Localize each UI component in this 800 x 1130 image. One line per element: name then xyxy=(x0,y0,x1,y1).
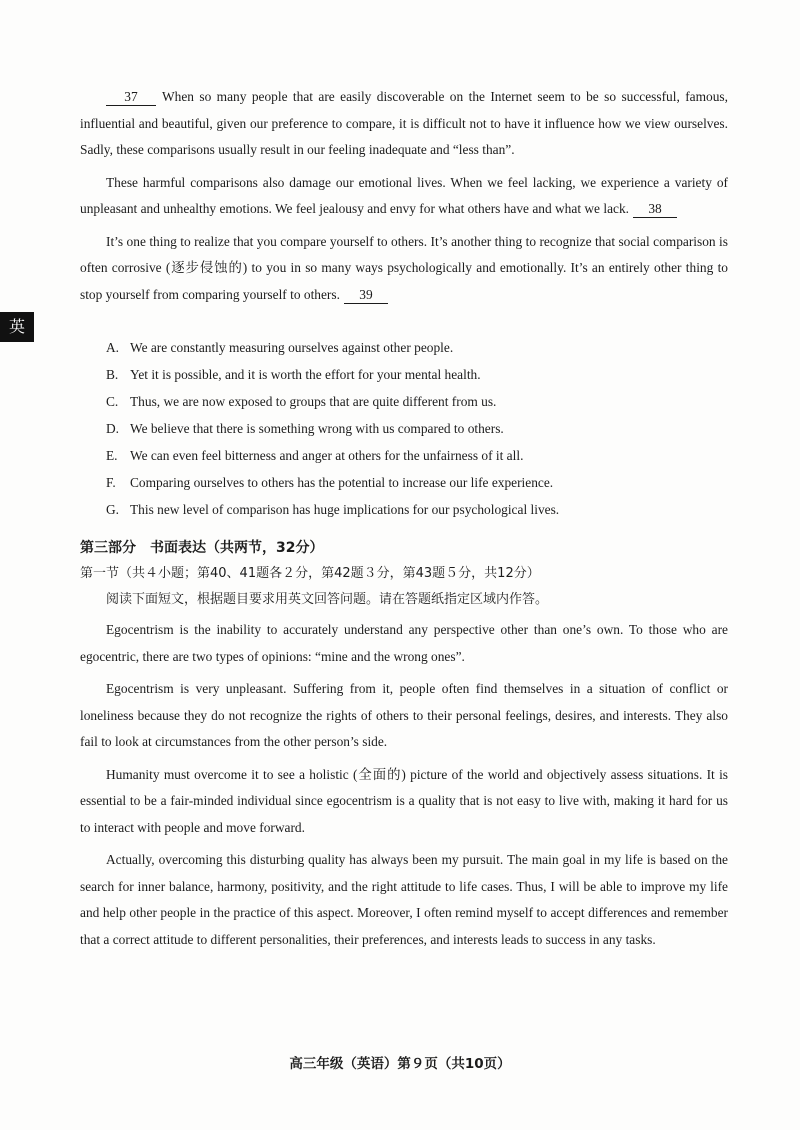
passage-paragraph-1 xyxy=(80,84,728,164)
option-text: We can even feel bitterness and anger at others for the unfairness of it all. xyxy=(130,448,524,463)
page-content xyxy=(80,0,728,959)
part3-title: 第三部分 书面表达（共两节，32分） xyxy=(80,540,324,556)
option-text: We are constantly measuring ourselves against other people. xyxy=(130,340,454,355)
section-instruction: 阅读下面短文，根据题目要求用英文回答问题。请在答题纸指定区域内作答。 xyxy=(106,592,549,607)
option-f xyxy=(80,469,728,496)
option-letter: F. xyxy=(106,475,116,490)
blank-39: 39 xyxy=(344,286,388,304)
option-letter: B. xyxy=(106,367,119,382)
option-a xyxy=(80,334,728,361)
option-letter: E. xyxy=(106,448,118,463)
option-b xyxy=(80,361,728,388)
option-g xyxy=(80,496,728,523)
option-text: Thus, we are now exposed to groups that are quite different from us. xyxy=(130,394,497,409)
essay-paragraph-1: Egocentrism is the inability to accurately understand any perspective other than one’s own. To those who are egocentric, there are two types of opinions: “mine and the wrong ones”. xyxy=(80,622,728,664)
options-list xyxy=(80,334,728,523)
option-letter: G. xyxy=(106,502,120,517)
option-letter: A. xyxy=(106,340,120,355)
blank-37: 37 xyxy=(106,88,156,106)
paragraph-text: When so many people that are easily discoverable on the Internet seem to be so successful, famous, influential and beautiful, given our preference to compare, it is difficult not to have it influence how we view ourselves. Sadly, these comparisons usually result in our feeling inadequate and “less than”. xyxy=(80,89,728,157)
option-text: This new level of comparison has huge implications for our psychological lives. xyxy=(130,502,560,517)
paragraph-text: It’s one thing to realize that you compare yourself to others. It’s another thing to recognize that social comparison is often corrosive (逐步侵蚀的) to you in so many ways psychologically and emotionally. It’s an entirely other thing to stop yourself from comparing yourself to others. xyxy=(80,233,728,302)
passage-paragraph-3 xyxy=(80,229,728,309)
option-text: Yet it is possible, and it is worth the effort for your mental health. xyxy=(130,367,481,382)
essay-paragraph-4: Actually, overcoming this disturbing quality has always been my pursuit. The main goal in my life is based on the search for inner balance, harmony, positivity, and the right attitude to life cases. Thus, I will be able to improve my life and help other people in the practice of this aspect. Moreover, I often remind myself to accept differences and remember that a correct attitude to different personalities, their preferences, and interests leads to success in any tasks. xyxy=(80,852,728,947)
option-text: We believe that there is something wrong with us compared to others. xyxy=(130,421,504,436)
passage-paragraph-2 xyxy=(80,170,728,223)
paragraph-text: These harmful comparisons also damage our emotional lives. When we feel lacking, we experience a variety of unpleasant and unhealthy emotions. We feel jealousy and envy for what others have and what we lack. xyxy=(80,174,728,216)
subject-tab: 英 xyxy=(0,312,34,342)
blank-38: 38 xyxy=(633,200,677,218)
option-e xyxy=(80,442,728,469)
option-c xyxy=(80,388,728,415)
option-text: Comparing ourselves to others has the potential to increase our life experience. xyxy=(130,475,554,490)
section1-note: 第一节（共４小题；第40、41题各２分，第42题３分，第43题５分，共12分） xyxy=(80,566,540,581)
essay-paragraph-3: Humanity must overcome it to see a holistic (全面的) picture of the world and objectively assess situations. It is essential to be a fair-minded individual since egocentrism is a quality that is not easy to live with, making it hard for us to interact with people and move forward. xyxy=(80,766,728,835)
option-letter: D. xyxy=(106,421,120,436)
page-footer: 高三年级（英语）第９页（共10页） xyxy=(289,1056,511,1072)
essay-paragraph-2: Egocentrism is very unpleasant. Suffering from it, people often find themselves in a situation of conflict or loneliness because they do not recognize the rights of others to their personal feelings, desires, and interests. They also fail to look at circumstances from the other person’s side. xyxy=(80,681,728,749)
option-d xyxy=(80,415,728,442)
option-letter: C. xyxy=(106,394,119,409)
